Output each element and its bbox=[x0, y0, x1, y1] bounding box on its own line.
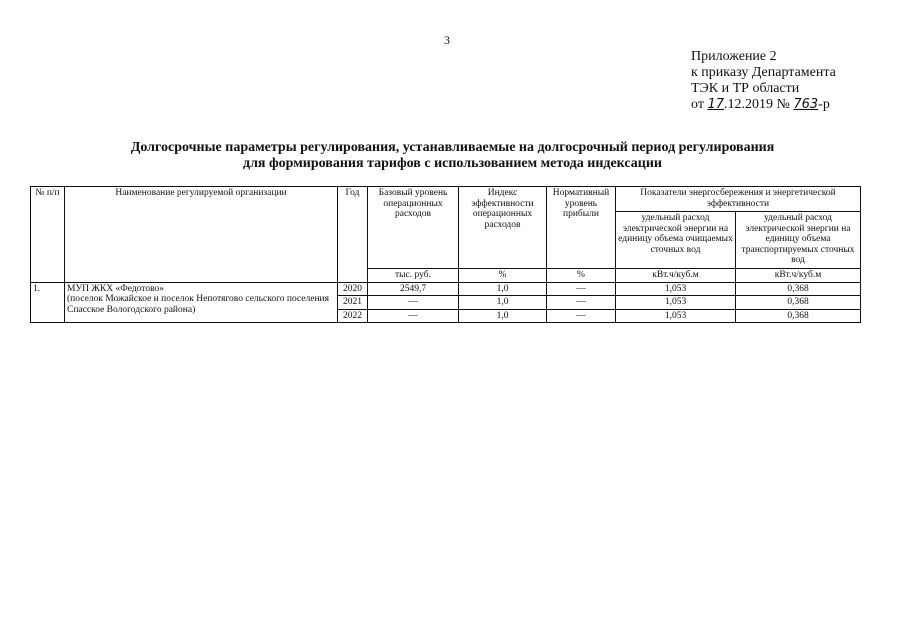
date-prefix: от bbox=[691, 97, 704, 112]
unit-energy-treated: кВт.ч/куб.м bbox=[616, 269, 736, 283]
cell-energy-treated: 1,053 bbox=[616, 296, 736, 310]
cell-base-costs: 2549,7 bbox=[368, 282, 459, 296]
unit-energy-transported: кВт.ч/куб.м bbox=[736, 269, 861, 283]
page-number: 3 bbox=[444, 33, 450, 47]
cell-energy-transported: 0,368 bbox=[736, 309, 861, 323]
cell-base-costs: — bbox=[368, 296, 459, 310]
header-year: Год bbox=[338, 187, 368, 283]
table-row bbox=[31, 282, 861, 296]
header-energy-treated: удельный расход электрической энергии на единицу объема очищаемых сточных вод bbox=[616, 212, 736, 269]
cell-year: 2020 bbox=[338, 282, 368, 296]
appendix-block bbox=[691, 49, 836, 113]
title-line-1: Долгосрочные параметры регулирования, устанавливаемые на долгосрочный период регулирования bbox=[130, 140, 775, 155]
date-suffix: -р bbox=[818, 97, 830, 112]
cell-energy-transported: 0,368 bbox=[736, 282, 861, 296]
cell-base-costs: — bbox=[368, 309, 459, 323]
entry-org bbox=[65, 282, 338, 323]
title-line-2: для формирования тарифов с использованием метода индексации bbox=[242, 156, 662, 171]
appendix-date-line bbox=[691, 97, 836, 113]
header-num: № п/п bbox=[31, 187, 65, 283]
appendix-line-2: к приказу Департамента bbox=[691, 65, 836, 80]
parameters-table bbox=[30, 186, 861, 323]
cell-profit: — bbox=[547, 309, 616, 323]
date-middle: .12.2019 № bbox=[723, 97, 790, 112]
document-title bbox=[0, 140, 905, 172]
header-base-costs: Базовый уровень операционных расходов bbox=[368, 187, 459, 269]
cell-year: 2022 bbox=[338, 309, 368, 323]
appendix-line-3: ТЭК и ТР области bbox=[691, 81, 800, 96]
header-efficiency-index: Индекс эффективности операционных расходов bbox=[459, 187, 547, 269]
handwritten-order-number: 763 bbox=[793, 97, 819, 112]
header-org: Наименование регулируемой организации bbox=[65, 187, 338, 283]
cell-profit: — bbox=[547, 296, 616, 310]
cell-energy-transported: 0,368 bbox=[736, 296, 861, 310]
unit-efficiency-index: % bbox=[459, 269, 547, 283]
header-energy-group: Показатели энергосбережения и энергетической эффективности bbox=[616, 187, 861, 212]
header-profit: Нормативный уровень прибыли bbox=[547, 187, 616, 269]
unit-profit: % bbox=[547, 269, 616, 283]
org-name: МУП ЖКХ «Федотово» bbox=[67, 283, 164, 294]
org-location: (поселок Можайское и поселок Непотягово сельского поселения Спасское Вологодского района) bbox=[67, 294, 329, 315]
entry-num: 1. bbox=[31, 282, 65, 323]
cell-energy-treated: 1,053 bbox=[616, 309, 736, 323]
header-row-1 bbox=[31, 187, 861, 212]
unit-base-costs: тыс. руб. bbox=[368, 269, 459, 283]
cell-efficiency-index: 1,0 bbox=[459, 282, 547, 296]
cell-year: 2021 bbox=[338, 296, 368, 310]
cell-profit: — bbox=[547, 282, 616, 296]
cell-energy-treated: 1,053 bbox=[616, 282, 736, 296]
cell-efficiency-index: 1,0 bbox=[459, 296, 547, 310]
header-energy-transported: удельный расход электрической энергии на единицу объема транспортируемых сточных вод bbox=[736, 212, 861, 269]
handwritten-day: 17 bbox=[707, 97, 724, 112]
cell-efficiency-index: 1,0 bbox=[459, 309, 547, 323]
appendix-line-1: Приложение 2 bbox=[691, 49, 777, 64]
